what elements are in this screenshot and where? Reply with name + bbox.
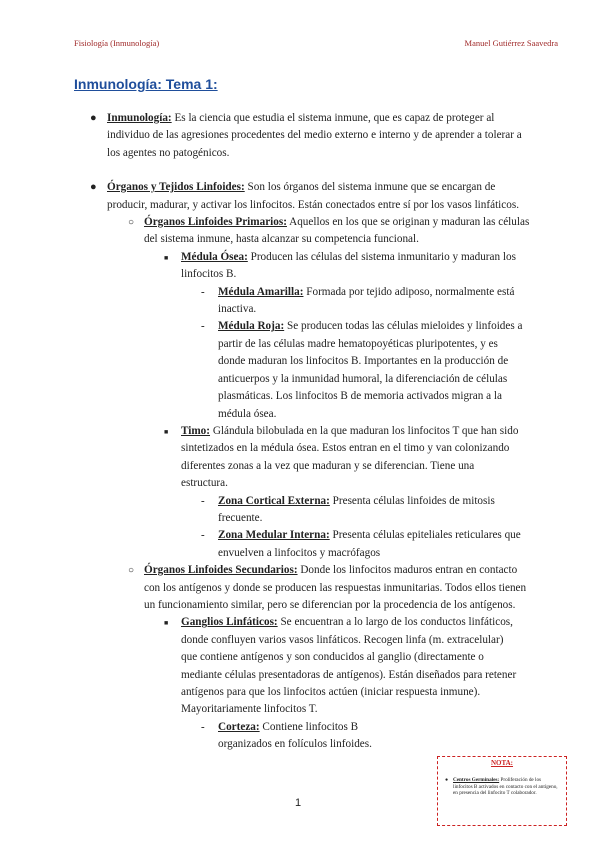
item-text: Se producen todas las células mieloides y linfoides a partir de las células madre hematopoyéticas pluripotentes, y es donde maduran los linfocitos B. Importantes en la producción de anticuerpos y la inmunidad humoral, la diferenciación de células plasmáticas. Los linfocitos B de memoria activados migran a la médula ósea.: [218, 320, 523, 420]
item-text: Producen las células del sistema inmunitario y maduran los linfocitos B.: [181, 250, 516, 281]
bullet-dash-icon: -: [201, 529, 205, 542]
bullet-circle-icon: ○: [128, 217, 135, 229]
item-secundarios: [128, 562, 530, 614]
nota-label: Centros Germinales:: [453, 777, 500, 784]
page-title: Inmunología: Tema 1:: [74, 76, 218, 92]
item-text: Se encuentran a lo largo de los conductos linfáticos, donde confluyen varios vasos linfáticos. Recogen linfa (m. extracelular) que contiene antígenos y son conducidos al ganglio (directamente o mediante células presentadoras de antígenos). Están diseñados para retener antígenos para que los linfocitos actúen (iniciar respuesta inmune). Mayoritariamente linfocitos T.: [181, 616, 517, 716]
item-primarios: [128, 214, 530, 249]
item-text: Glándula bilobulada en la que maduran los linfocitos T que han sido sintetizados en la médula ósea. Estos entran en el timo y van colonizando diferentes zonas a la vez que maduran y se diferencian. Tiene una estructura.: [181, 424, 519, 490]
document-body: [0, 110, 600, 754]
item-inmunologia: [90, 110, 537, 162]
item-organos-tejidos: [90, 179, 537, 214]
item-corteza: [201, 719, 398, 754]
bullet-square-icon: ■: [164, 427, 169, 436]
header-left: Fisiología (Inmunología): [74, 38, 160, 48]
item-label: Zona Cortical Externa:: [218, 494, 330, 507]
item-text: Son los órganos del sistema inmune que se encargan de producir, madurar, y activar los linfocitos. Están conectados entre sí por los vasos linfáticos.: [107, 181, 519, 211]
item-text: Presenta células linfoides de mitosis frecuente.: [218, 494, 495, 524]
bullet-disc-icon: ●: [90, 112, 97, 124]
item-text: Donde los linfocitos maduros entran en contacto con los antígenos y donde se producen las respuestas inmunitarias. Todos ellos tienen un funcionamiento similar, pero se diferencian por la procedencia de los antígenos.: [144, 564, 527, 611]
item-label: Órganos y Tejidos Linfoides:: [107, 181, 245, 194]
item-label: Órganos Linfoides Primarios:: [144, 216, 287, 229]
item-ganglios: [164, 614, 521, 718]
item-label: Ganglios Linfáticos:: [181, 616, 278, 629]
nota-title: NOTA:: [490, 759, 514, 767]
item-label: Inmunología:: [107, 112, 172, 124]
bullet-disc-icon: ●: [445, 777, 449, 784]
item-text: Formada por tejido adiposo, normalmente está inactiva.: [218, 285, 515, 316]
item-zona-medular: [201, 527, 528, 562]
bullet-dash-icon: -: [201, 285, 205, 298]
item-medula-amarilla: [201, 284, 528, 319]
item-label: Médula Ósea:: [181, 250, 248, 263]
item-text: Presenta células epiteliales reticulares que envuelven a linfocitos y macrófagos: [218, 529, 521, 559]
page-number: 1: [295, 797, 302, 809]
item-label: Zona Medular Interna:: [218, 529, 330, 542]
item-medula-osea: [164, 249, 521, 284]
item-label: Corteza:: [218, 720, 260, 733]
item-text: Es la ciencia que estudia el sistema inmune, que es capaz de proteger al individuo de las agresiones procedentes del medio externo e interno y de aprender a tolerar a los agentes no patogénicos.: [107, 112, 522, 159]
bullet-dash-icon: -: [201, 720, 205, 733]
header-right: Manuel Gutiérrez Saavedra: [464, 38, 558, 48]
item-label: Médula Amarilla:: [218, 285, 304, 298]
item-timo: [164, 423, 521, 493]
nota-text: Proliferación de los linfocitos B activados en contacto con el antígeno, en presencia del linfocito T colaborador.: [453, 777, 558, 797]
bullet-disc-icon: ●: [90, 181, 97, 194]
item-text: Contiene linfocitos B organizados en folículos linfoides.: [218, 720, 372, 751]
item-zona-cortical: [201, 493, 528, 528]
bullet-square-icon: ■: [164, 619, 169, 628]
bullet-dash-icon: -: [201, 494, 205, 507]
item-label: Médula Roja:: [218, 320, 285, 333]
nota-item: [444, 777, 560, 796]
item-medula-roja: [201, 318, 528, 422]
item-text: Aquellos en los que se originan y maduran las células del sistema inmune, hasta alcanzar su competencia funcional.: [144, 216, 530, 246]
bullet-circle-icon: ○: [128, 565, 135, 577]
bullet-square-icon: ■: [164, 253, 169, 262]
item-label: Timo:: [181, 424, 211, 437]
nota-box: [437, 756, 567, 826]
item-label: Órganos Linfoides Secundarios:: [144, 564, 298, 577]
bullet-dash-icon: -: [201, 320, 205, 333]
